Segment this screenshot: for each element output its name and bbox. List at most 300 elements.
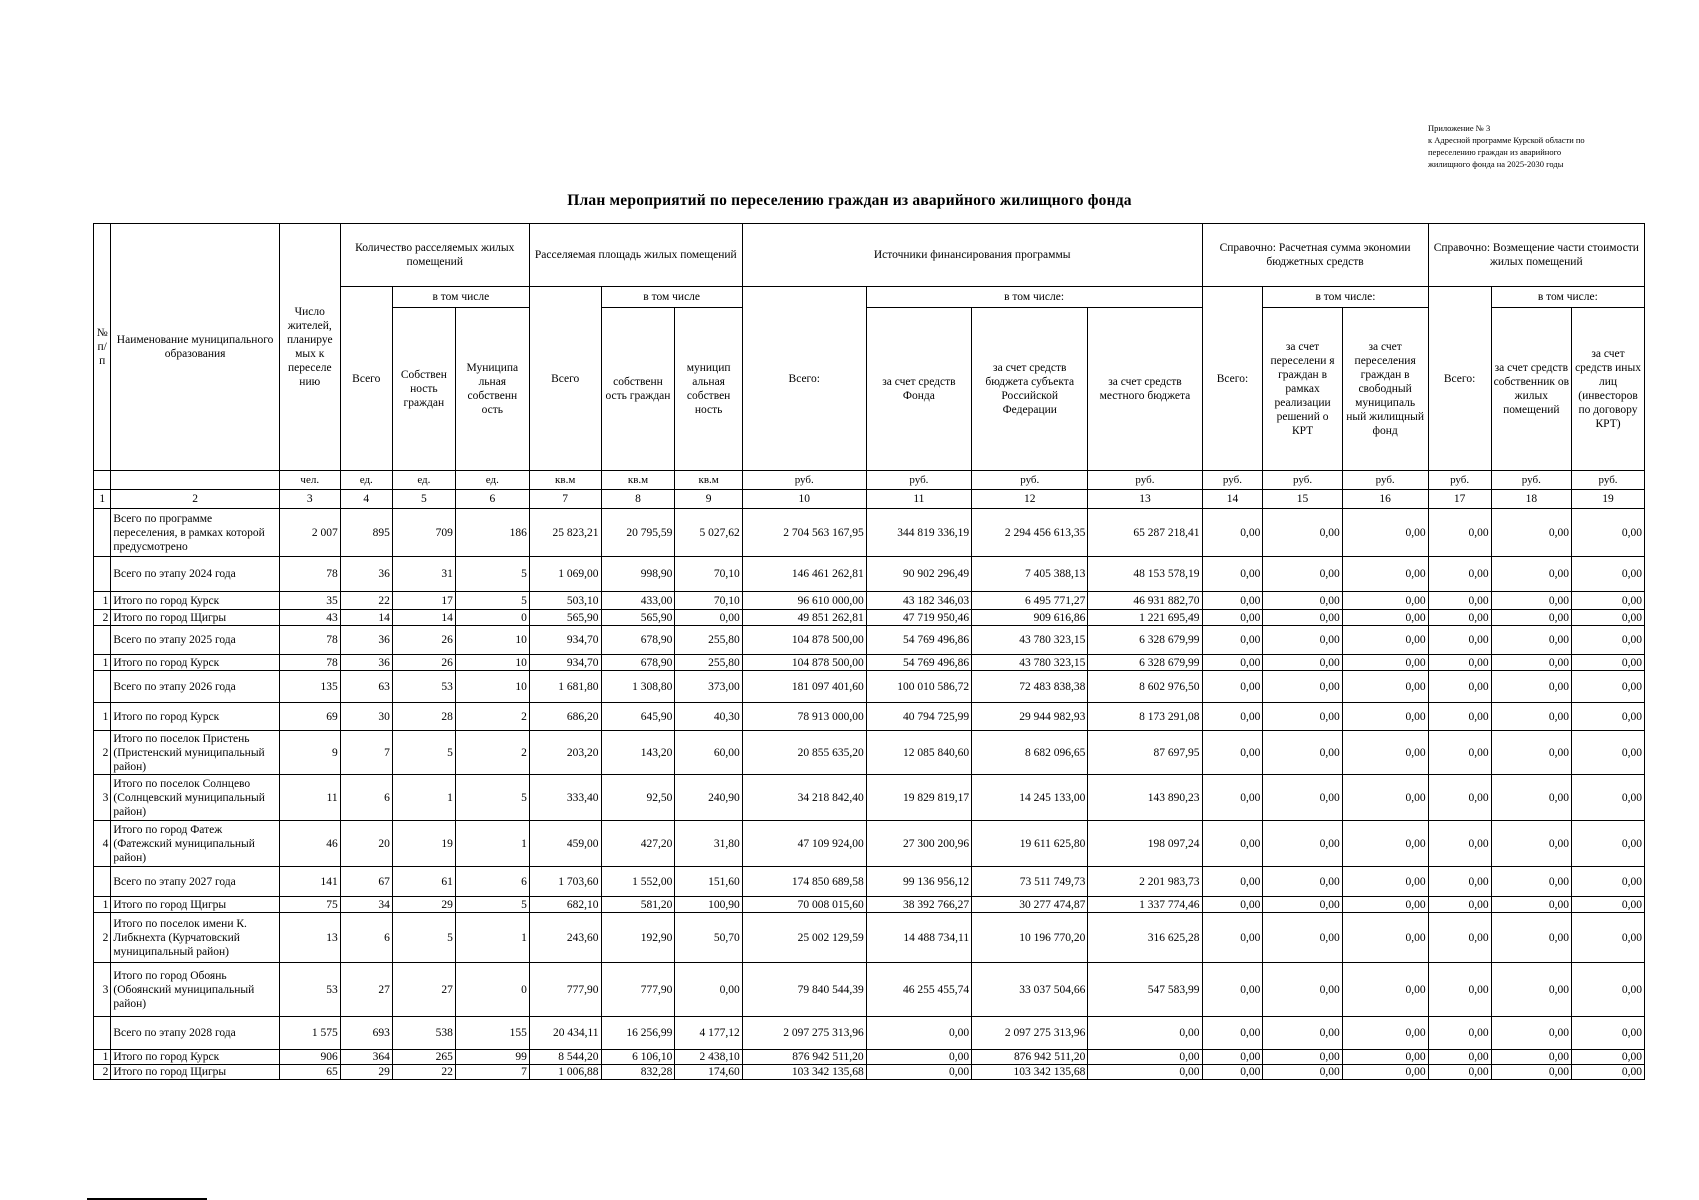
value-cell: 20 434,11 [529, 1017, 601, 1050]
value-cell: 7 [340, 731, 392, 775]
column-number-cell: 6 [455, 490, 529, 509]
value-cell: 1 [392, 775, 455, 821]
value-cell: 0,00 [1491, 655, 1571, 671]
value-cell: 29 [340, 1065, 392, 1080]
value-cell: 255,80 [675, 626, 742, 655]
value-cell: 22 [340, 592, 392, 610]
value-cell: 1 [455, 913, 529, 963]
row-index: 3 [94, 963, 111, 1017]
value-cell: 0,00 [1428, 775, 1491, 821]
table-row [94, 867, 1645, 897]
col-header-name: Наименование муниципального образования [111, 224, 279, 471]
value-cell: 34 218 842,40 [742, 775, 866, 821]
value-cell: 25 823,21 [529, 509, 601, 557]
value-cell: 0,00 [1342, 1017, 1428, 1050]
value-cell: 0,00 [1491, 775, 1571, 821]
value-cell: 0,00 [1572, 509, 1645, 557]
row-name: Итого по город Курск [111, 592, 279, 610]
row-index: 1 [94, 655, 111, 671]
value-cell: 0,00 [1491, 592, 1571, 610]
value-cell: 0,00 [1263, 897, 1342, 913]
value-cell: 0,00 [1263, 610, 1342, 626]
column-number-cell: 19 [1572, 490, 1645, 509]
value-cell: 0,00 [1202, 913, 1263, 963]
value-cell: 0,00 [1428, 1017, 1491, 1050]
column-number-cell: 1 [94, 490, 111, 509]
value-cell: 243,60 [529, 913, 601, 963]
value-cell: 0,00 [1202, 557, 1263, 592]
value-cell: 6 [340, 913, 392, 963]
value-cell: 678,90 [601, 655, 675, 671]
value-cell: 0,00 [1263, 509, 1342, 557]
value-cell: 0,00 [1428, 592, 1491, 610]
value-cell: 0,00 [1263, 775, 1342, 821]
col-header-free-fund: за счет переселения граждан в свободный муниципаль ный жилищный фонд [1342, 308, 1428, 471]
value-cell: 0,00 [1342, 557, 1428, 592]
value-cell: 0,00 [1572, 610, 1645, 626]
value-cell: 0,00 [1572, 592, 1645, 610]
value-cell: 198 097,24 [1088, 821, 1202, 867]
value-cell: 46 255 455,74 [866, 963, 971, 1017]
value-cell: 141 [279, 867, 340, 897]
value-cell: 0,00 [1202, 610, 1263, 626]
table-row [94, 913, 1645, 963]
column-numbers-row [94, 490, 1645, 509]
value-cell: 0 [455, 610, 529, 626]
value-cell: 709 [392, 509, 455, 557]
table-row [94, 592, 1645, 610]
value-cell: 0,00 [1263, 655, 1342, 671]
value-cell: 61 [392, 867, 455, 897]
value-cell: 686,20 [529, 703, 601, 731]
value-cell: 998,90 [601, 557, 675, 592]
value-cell: 0,00 [1428, 703, 1491, 731]
col-header-area-group: Расселяемая площадь жилых помещений [529, 224, 742, 287]
row-index: 1 [94, 703, 111, 731]
unit-cell: чел. [279, 471, 340, 490]
value-cell: 0,00 [1342, 731, 1428, 775]
row-name: Всего по программе переселения, в рамках которой предусмотрено [111, 509, 279, 557]
value-cell: 0,00 [1491, 509, 1571, 557]
appendix-note [1428, 122, 1678, 170]
value-cell: 5 [392, 913, 455, 963]
value-cell: 240,90 [675, 775, 742, 821]
value-cell: 0,00 [1572, 671, 1645, 703]
value-cell: 373,00 [675, 671, 742, 703]
value-cell: 1 221 695,49 [1088, 610, 1202, 626]
col-header-local-budget: за счет средств местного бюджета [1088, 308, 1202, 471]
value-cell: 895 [340, 509, 392, 557]
value-cell: 6 106,10 [601, 1050, 675, 1065]
column-number-cell: 10 [742, 490, 866, 509]
value-cell: 0,00 [1263, 626, 1342, 655]
value-cell: 78 [279, 655, 340, 671]
table-row [94, 897, 1645, 913]
value-cell: 547 583,99 [1088, 963, 1202, 1017]
column-number-cell: 11 [866, 490, 971, 509]
units-cell-empty [94, 471, 111, 490]
value-cell: 1 337 774,46 [1088, 897, 1202, 913]
value-cell: 0,00 [1491, 897, 1571, 913]
value-cell: 103 342 135,68 [742, 1065, 866, 1080]
value-cell: 19 829 819,17 [866, 775, 971, 821]
row-name: Всего по этапу 2024 года [111, 557, 279, 592]
value-cell: 192,90 [601, 913, 675, 963]
value-cell: 0,00 [1263, 592, 1342, 610]
value-cell: 203,20 [529, 731, 601, 775]
value-cell: 9 [279, 731, 340, 775]
value-cell: 0,00 [1202, 775, 1263, 821]
value-cell: 100,90 [675, 897, 742, 913]
value-cell: 79 840 544,39 [742, 963, 866, 1017]
value-cell: 20 855 635,20 [742, 731, 866, 775]
value-cell: 909 616,86 [972, 610, 1088, 626]
value-cell: 0,00 [1491, 626, 1571, 655]
appendix-line: жилищного фонда на 2025-2030 годы [1428, 159, 1564, 169]
value-cell: 0,00 [1491, 703, 1571, 731]
col-header-savings-group: Справочно: Расчетная сумма экономии бюджетных средств [1202, 224, 1428, 287]
value-cell: 906 [279, 1050, 340, 1065]
value-cell: 0,00 [1263, 1050, 1342, 1065]
value-cell: 104 878 500,00 [742, 626, 866, 655]
value-cell: 0,00 [1202, 655, 1263, 671]
value-cell: 2 [455, 731, 529, 775]
value-cell: 60,00 [675, 731, 742, 775]
value-cell: 0,00 [1428, 1050, 1491, 1065]
value-cell: 92,50 [601, 775, 675, 821]
value-cell: 0,00 [1202, 703, 1263, 731]
unit-cell: ед. [455, 471, 529, 490]
value-cell: 0,00 [1202, 1065, 1263, 1080]
column-number-cell: 3 [279, 490, 340, 509]
value-cell: 0,00 [1342, 913, 1428, 963]
value-cell: 36 [340, 626, 392, 655]
col-header-investors: за счет средств иных лиц (инвесторов по договору КРТ) [1572, 308, 1645, 471]
column-number-cell: 5 [392, 490, 455, 509]
value-cell: 433,00 [601, 592, 675, 610]
value-cell: 70 008 015,60 [742, 897, 866, 913]
row-index: 3 [94, 775, 111, 821]
unit-cell: руб. [1202, 471, 1263, 490]
value-cell: 50,70 [675, 913, 742, 963]
value-cell: 0,00 [1342, 610, 1428, 626]
row-name: Итого по город Обоянь (Обоянский муниципальный район) [111, 963, 279, 1017]
value-cell: 2 097 275 313,96 [972, 1017, 1088, 1050]
row-name: Всего по этапу 2026 года [111, 671, 279, 703]
value-cell: 67 [340, 867, 392, 897]
value-cell: 53 [279, 963, 340, 1017]
row-name: Всего по этапу 2027 года [111, 867, 279, 897]
value-cell: 7 405 388,13 [972, 557, 1088, 592]
value-cell: 777,90 [529, 963, 601, 1017]
page-title: План мероприятий по переселению граждан из аварийного жилищного фонда [567, 192, 1132, 209]
value-cell: 255,80 [675, 655, 742, 671]
value-cell: 29 944 982,93 [972, 703, 1088, 731]
value-cell: 678,90 [601, 626, 675, 655]
value-cell: 0,00 [1202, 821, 1263, 867]
value-cell: 73 511 749,73 [972, 867, 1088, 897]
row-index [94, 557, 111, 592]
row-name: Всего по этапу 2025 года [111, 626, 279, 655]
value-cell: 16 256,99 [601, 1017, 675, 1050]
value-cell: 12 085 840,60 [866, 731, 971, 775]
row-name: Итого по поселок Пристень (Пристенский муниципальный район) [111, 731, 279, 775]
value-cell: 25 002 129,59 [742, 913, 866, 963]
value-cell: 0,00 [1572, 897, 1645, 913]
value-cell: 65 287 218,41 [1088, 509, 1202, 557]
col-header-funding-total: Всего: [742, 287, 866, 471]
value-cell: 538 [392, 1017, 455, 1050]
value-cell: 143 890,23 [1088, 775, 1202, 821]
col-header-compensation-group: Справочно: Возмещение части стоимости жилых помещений [1428, 224, 1644, 287]
unit-cell: руб. [972, 471, 1088, 490]
value-cell: 0,00 [1202, 963, 1263, 1017]
column-number-cell: 7 [529, 490, 601, 509]
value-cell: 2 438,10 [675, 1050, 742, 1065]
value-cell: 0,00 [1202, 1050, 1263, 1065]
value-cell: 13 [279, 913, 340, 963]
table-row [94, 703, 1645, 731]
table-row [94, 731, 1645, 775]
value-cell: 581,20 [601, 897, 675, 913]
value-cell: 151,60 [675, 867, 742, 897]
row-index: 2 [94, 1065, 111, 1080]
table-row [94, 821, 1645, 867]
value-cell: 0,00 [1572, 1065, 1645, 1080]
value-cell: 0,00 [1428, 610, 1491, 626]
value-cell: 2 097 275 313,96 [742, 1017, 866, 1050]
value-cell: 99 136 956,12 [866, 867, 971, 897]
value-cell: 0,00 [1428, 913, 1491, 963]
col-header-savings-total: Всего: [1202, 287, 1263, 471]
row-index: 1 [94, 1050, 111, 1065]
value-cell: 0,00 [1491, 1017, 1571, 1050]
row-name: Итого по город Курск [111, 703, 279, 731]
col-header-area-total: Всего [529, 287, 601, 471]
value-cell: 0,00 [1342, 897, 1428, 913]
value-cell: 645,90 [601, 703, 675, 731]
col-header-savings-including: в том числе: [1263, 287, 1428, 308]
value-cell: 0,00 [1572, 557, 1645, 592]
unit-cell: ед. [392, 471, 455, 490]
value-cell: 2 201 983,73 [1088, 867, 1202, 897]
col-header-krt: за счет переселени я граждан в рамках реализации решений о КРТ [1263, 308, 1342, 471]
value-cell: 99 [455, 1050, 529, 1065]
value-cell: 8 682 096,65 [972, 731, 1088, 775]
value-cell: 43 780 323,15 [972, 626, 1088, 655]
value-cell: 344 819 336,19 [866, 509, 971, 557]
value-cell: 46 [279, 821, 340, 867]
value-cell: 1 681,80 [529, 671, 601, 703]
row-name: Итого по поселок имени К. Либкнехта (Курчатовский муниципальный район) [111, 913, 279, 963]
col-header-compensation-total: Всего: [1428, 287, 1491, 471]
value-cell: 0,00 [866, 1050, 971, 1065]
value-cell: 20 [340, 821, 392, 867]
value-cell: 0,00 [1342, 703, 1428, 731]
value-cell: 0,00 [1202, 731, 1263, 775]
row-name: Итого по город Фатеж (Фатежский муниципальный район) [111, 821, 279, 867]
value-cell: 565,90 [601, 610, 675, 626]
value-cell: 0,00 [1428, 897, 1491, 913]
col-header-rooms-own: Собствен ность граждан [392, 308, 455, 471]
value-cell: 0,00 [1491, 963, 1571, 1017]
row-name: Итого по город Щигры [111, 610, 279, 626]
value-cell: 0,00 [1428, 731, 1491, 775]
value-cell: 10 196 770,20 [972, 913, 1088, 963]
value-cell: 0,00 [1342, 592, 1428, 610]
value-cell: 72 483 838,38 [972, 671, 1088, 703]
unit-cell: ед. [340, 471, 392, 490]
col-header-rooms-including: в том числе [392, 287, 529, 308]
value-cell: 35 [279, 592, 340, 610]
col-header-area-municipal: муницип альная собствен ность [675, 308, 742, 471]
value-cell: 0,00 [1202, 592, 1263, 610]
column-number-cell: 14 [1202, 490, 1263, 509]
value-cell: 43 780 323,15 [972, 655, 1088, 671]
col-header-compensation-including: в том числе: [1491, 287, 1644, 308]
value-cell: 17 [392, 592, 455, 610]
value-cell: 0,00 [1572, 775, 1645, 821]
value-cell: 14 [340, 610, 392, 626]
value-cell: 26 [392, 655, 455, 671]
value-cell: 0,00 [1088, 1017, 1202, 1050]
value-cell: 1 575 [279, 1017, 340, 1050]
value-cell: 0,00 [1428, 963, 1491, 1017]
value-cell: 6 [455, 867, 529, 897]
value-cell: 96 610 000,00 [742, 592, 866, 610]
value-cell: 1 703,60 [529, 867, 601, 897]
column-number-cell: 2 [111, 490, 279, 509]
value-cell: 14 245 133,00 [972, 775, 1088, 821]
unit-cell: руб. [1428, 471, 1491, 490]
table-row [94, 671, 1645, 703]
row-index [94, 509, 111, 557]
value-cell: 0,00 [1342, 821, 1428, 867]
table-row [94, 1017, 1645, 1050]
col-header-funding-including: в том числе: [866, 287, 1202, 308]
value-cell: 10 [455, 626, 529, 655]
value-cell: 6 [340, 775, 392, 821]
value-cell: 5 [455, 897, 529, 913]
table-row [94, 655, 1645, 671]
value-cell: 0,00 [1263, 963, 1342, 1017]
value-cell: 0,00 [1572, 626, 1645, 655]
value-cell: 0,00 [1491, 731, 1571, 775]
row-index: 2 [94, 731, 111, 775]
value-cell: 47 109 924,00 [742, 821, 866, 867]
value-cell: 0,00 [1572, 703, 1645, 731]
value-cell: 36 [340, 655, 392, 671]
column-number-cell: 16 [1342, 490, 1428, 509]
row-index [94, 626, 111, 655]
value-cell: 0,00 [1491, 1050, 1571, 1065]
unit-cell: руб. [1088, 471, 1202, 490]
value-cell: 0,00 [1572, 1050, 1645, 1065]
value-cell: 0,00 [1202, 1017, 1263, 1050]
row-index: 1 [94, 897, 111, 913]
value-cell: 5 [455, 557, 529, 592]
value-cell: 0,00 [1572, 963, 1645, 1017]
value-cell: 0,00 [1202, 626, 1263, 655]
value-cell: 78 913 000,00 [742, 703, 866, 731]
value-cell: 30 277 474,87 [972, 897, 1088, 913]
column-number-cell: 12 [972, 490, 1088, 509]
column-number-cell: 8 [601, 490, 675, 509]
value-cell: 0,00 [1491, 867, 1571, 897]
value-cell: 0,00 [1428, 626, 1491, 655]
value-cell: 31,80 [675, 821, 742, 867]
row-name: Всего по этапу 2028 года [111, 1017, 279, 1050]
value-cell: 54 769 496,86 [866, 655, 971, 671]
row-index: 2 [94, 610, 111, 626]
value-cell: 0,00 [1572, 821, 1645, 867]
value-cell: 75 [279, 897, 340, 913]
value-cell: 78 [279, 626, 340, 655]
unit-cell: руб. [1491, 471, 1571, 490]
value-cell: 777,90 [601, 963, 675, 1017]
value-cell: 14 [392, 610, 455, 626]
value-cell: 1 [455, 821, 529, 867]
value-cell: 78 [279, 557, 340, 592]
value-cell: 47 719 950,46 [866, 610, 971, 626]
unit-cell: руб. [1263, 471, 1342, 490]
value-cell: 34 [340, 897, 392, 913]
value-cell: 40,30 [675, 703, 742, 731]
value-cell: 63 [340, 671, 392, 703]
column-number-cell: 4 [340, 490, 392, 509]
value-cell: 0,00 [1572, 867, 1645, 897]
value-cell: 0,00 [1491, 1065, 1571, 1080]
value-cell: 0,00 [866, 1065, 971, 1080]
col-header-rooms-group: Количество расселяемых жилых помещений [340, 224, 529, 287]
value-cell: 1 308,80 [601, 671, 675, 703]
value-cell: 0,00 [1342, 509, 1428, 557]
value-cell: 43 [279, 610, 340, 626]
value-cell: 40 794 725,99 [866, 703, 971, 731]
row-index [94, 1017, 111, 1050]
value-cell: 876 942 511,20 [972, 1050, 1088, 1065]
value-cell: 26 [392, 626, 455, 655]
value-cell: 0,00 [1263, 671, 1342, 703]
table-row [94, 557, 1645, 592]
value-cell: 29 [392, 897, 455, 913]
value-cell: 135 [279, 671, 340, 703]
value-cell: 459,00 [529, 821, 601, 867]
value-cell: 0,00 [1342, 1050, 1428, 1065]
value-cell: 0,00 [1342, 655, 1428, 671]
value-cell: 174 850 689,58 [742, 867, 866, 897]
value-cell: 27 300 200,96 [866, 821, 971, 867]
value-cell: 0,00 [1088, 1050, 1202, 1065]
value-cell: 146 461 262,81 [742, 557, 866, 592]
value-cell: 0,00 [1428, 671, 1491, 703]
value-cell: 0,00 [1491, 671, 1571, 703]
value-cell: 49 851 262,81 [742, 610, 866, 626]
appendix-line: переселению граждан из аварийного [1428, 147, 1562, 157]
value-cell: 5 [455, 592, 529, 610]
value-cell: 0,00 [1263, 557, 1342, 592]
row-name: Итого по поселок Солнцево (Солнцевский муниципальный район) [111, 775, 279, 821]
value-cell: 70,10 [675, 557, 742, 592]
row-index: 1 [94, 592, 111, 610]
value-cell: 1 552,00 [601, 867, 675, 897]
value-cell: 8 602 976,50 [1088, 671, 1202, 703]
row-name: Итого по город Щигры [111, 1065, 279, 1080]
column-number-cell: 9 [675, 490, 742, 509]
value-cell: 181 097 401,60 [742, 671, 866, 703]
value-cell: 0,00 [1572, 655, 1645, 671]
value-cell: 333,40 [529, 775, 601, 821]
